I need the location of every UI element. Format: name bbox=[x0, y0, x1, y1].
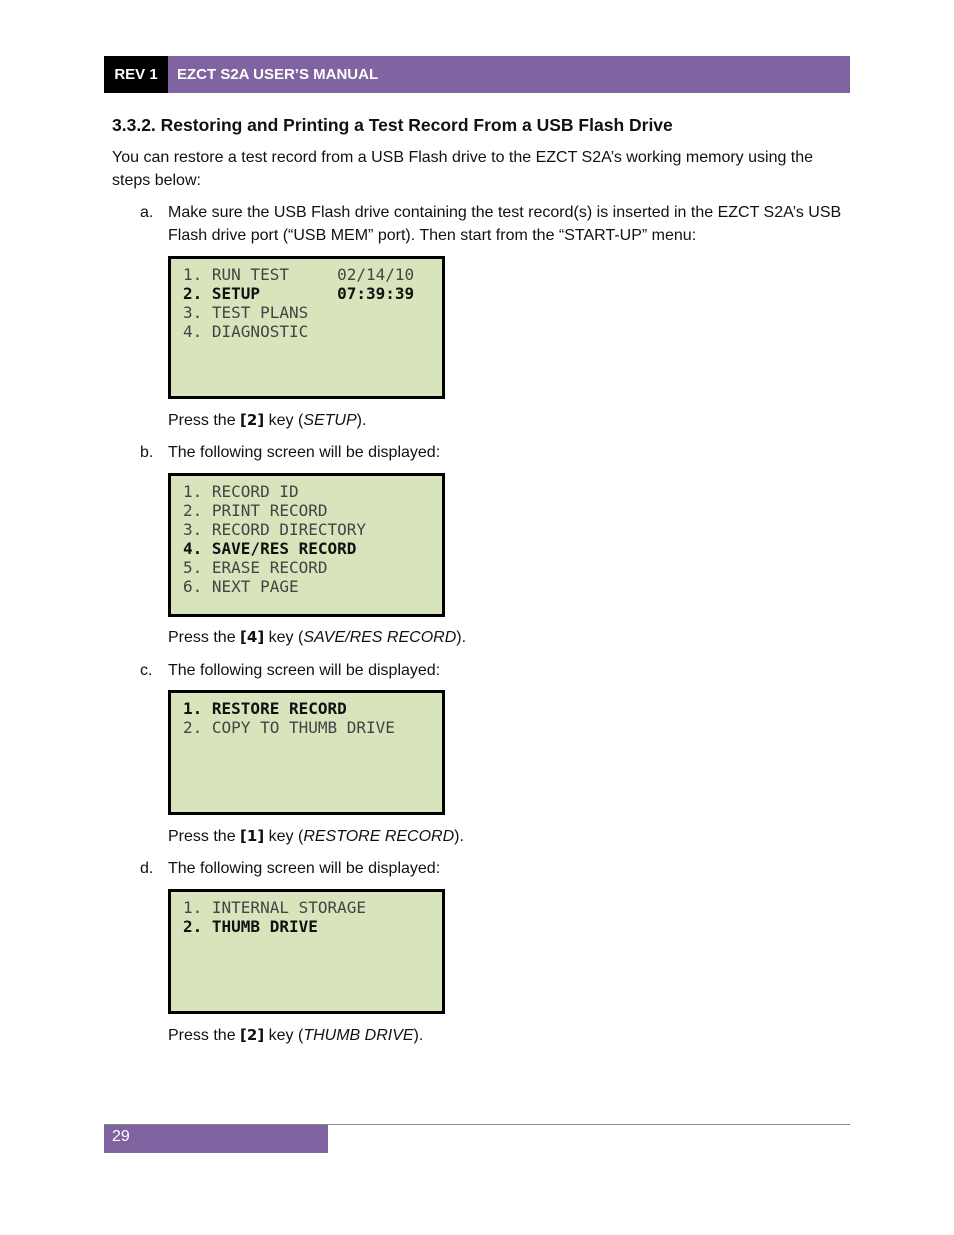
step-letter-d: d. bbox=[140, 860, 154, 877]
step-letter-a: a. bbox=[140, 204, 154, 221]
section-heading: 3.3.2. Restoring and Printing a Test Record From a USB Flash Drive bbox=[112, 115, 673, 135]
lcd-line: 4. DIAGNOSTIC bbox=[183, 322, 309, 341]
lcd-screen-startup bbox=[168, 256, 445, 399]
press-prefix: Press the bbox=[168, 1027, 241, 1044]
press-instruction-d bbox=[168, 1024, 423, 1047]
key-label: [4] bbox=[240, 628, 265, 646]
press-prefix: Press the bbox=[168, 629, 241, 646]
key-label: [1] bbox=[240, 827, 265, 845]
lcd-line: 1. INTERNAL STORAGE bbox=[183, 898, 367, 917]
menu-option-name: SETUP bbox=[303, 412, 357, 429]
lcd-line: 2. COPY TO THUMB DRIVE bbox=[183, 718, 395, 737]
step-letter-c: c. bbox=[140, 662, 153, 679]
press-mid: key ( bbox=[264, 412, 304, 429]
intro-paragraph: You can restore a test record from a USB Flash drive to the EZCT S2A’s working memory using the steps below: bbox=[112, 149, 814, 189]
menu-option-name: RESTORE RECORD bbox=[303, 828, 455, 845]
page-header bbox=[104, 56, 850, 93]
press-suffix: ). bbox=[356, 412, 367, 429]
lcd-line: 1. RECORD ID bbox=[183, 482, 299, 501]
press-instruction-b bbox=[168, 626, 466, 649]
press-mid: key ( bbox=[264, 629, 304, 646]
lcd-screen-save-restore bbox=[168, 690, 445, 815]
press-mid: key ( bbox=[264, 1027, 304, 1044]
press-suffix: ). bbox=[413, 1027, 424, 1044]
manual-title: EZCT S2A USER’S MANUAL bbox=[168, 56, 850, 93]
lcd-line: 3. RECORD DIRECTORY bbox=[183, 520, 367, 539]
press-prefix: Press the bbox=[168, 412, 241, 429]
lcd-line: 5. ERASE RECORD bbox=[183, 558, 328, 577]
step-text-a: Make sure the USB Flash drive containing the test record(s) is inserted in the EZCT S2A’s USB Flash drive port (“USB MEM” port). Then start from the “START-UP” menu: bbox=[168, 204, 842, 244]
lcd-line: 1. RUN TEST 02/14/10 bbox=[183, 265, 415, 284]
key-label: [2] bbox=[240, 1026, 265, 1044]
lcd-line-selected: 1. RESTORE RECORD bbox=[183, 699, 347, 718]
menu-option-name: SAVE/RES RECORD bbox=[303, 629, 457, 646]
lcd-line-selected: 2. SETUP 07:39:39 bbox=[183, 284, 415, 303]
revision-label: REV 1 bbox=[104, 56, 168, 93]
press-prefix: Press the bbox=[168, 828, 241, 845]
press-instruction-c bbox=[168, 825, 464, 848]
step-letter-b: b. bbox=[140, 444, 154, 461]
lcd-line: 6. NEXT PAGE bbox=[183, 577, 299, 596]
press-mid: key ( bbox=[264, 828, 304, 845]
lcd-line: 2. PRINT RECORD bbox=[183, 501, 328, 520]
step-text-b: The following screen will be displayed: bbox=[168, 444, 441, 461]
lcd-screen-setup bbox=[168, 473, 445, 617]
step-text-c: The following screen will be displayed: bbox=[168, 662, 441, 679]
lcd-line-selected: 4. SAVE/RES RECORD bbox=[183, 539, 357, 558]
lcd-line: 3. TEST PLANS bbox=[183, 303, 309, 322]
menu-option-name: THUMB DRIVE bbox=[303, 1027, 414, 1044]
press-suffix: ). bbox=[454, 828, 464, 845]
press-instruction-a bbox=[168, 409, 366, 432]
lcd-line-selected: 2. THUMB DRIVE bbox=[183, 917, 318, 936]
press-suffix: ). bbox=[456, 629, 467, 646]
lcd-screen-storage-select bbox=[168, 889, 445, 1014]
page-number: 29 bbox=[104, 1125, 328, 1153]
step-text-d: The following screen will be displayed: bbox=[168, 860, 441, 877]
key-label: [2] bbox=[240, 411, 265, 429]
